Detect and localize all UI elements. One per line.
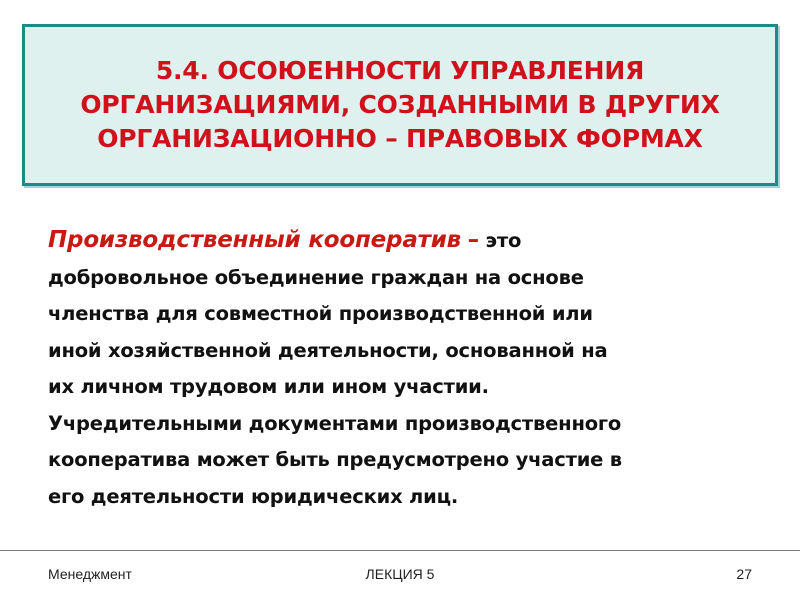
body-line-4: их личном трудовом или ином участии.: [48, 375, 489, 398]
first-line-rest: это: [478, 229, 522, 252]
definition-dash: –: [467, 227, 479, 253]
body-line-1: добровольное объединение граждан на основе: [48, 265, 584, 289]
footer-lecture-label: ЛЕКЦИЯ 5: [365, 566, 435, 582]
defined-term: Производственный кооператив: [48, 227, 462, 253]
title-box: [22, 24, 778, 186]
slide-title: [80, 54, 719, 156]
body-line-0: [48, 222, 778, 260]
footer-divider: [0, 550, 800, 551]
footer-page-number: 27: [736, 566, 752, 582]
title-line-1: 5.4. ОСОЮЕННОСТИ УПРАВЛЕНИЯ: [155, 56, 645, 85]
body-line-2: членства для совместной производственной или: [48, 302, 593, 325]
body-line-3: иной хозяйственной деятельности, основанной на: [48, 338, 608, 362]
title-line-3: ОРГАНИЗАЦИОННО – ПРАВОВЫХ ФОРМАХ: [97, 124, 703, 153]
body-line-6: кооператива может быть предусмотрено участие в: [48, 448, 622, 471]
title-line-2: ОРГАНИЗАЦИЯМИ, СОЗДАННЫМИ В ДРУГИХ: [80, 90, 720, 119]
definition-paragraph: [48, 222, 778, 515]
body-line-7: его деятельности юридических лиц.: [48, 484, 459, 508]
body-line-5: Учредительными документами производственного: [48, 411, 622, 435]
footer-course-name: Менеджмент: [48, 566, 132, 582]
